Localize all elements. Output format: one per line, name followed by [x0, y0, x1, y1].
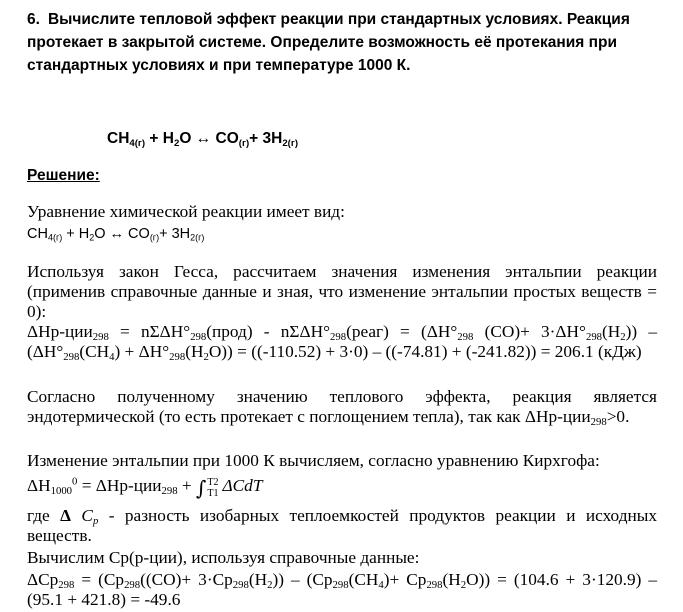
reaction-intro: Уравнение химической реакции имеет вид:: [27, 202, 345, 221]
integral-icon: ∫: [195, 476, 207, 500]
task-statement: [27, 8, 657, 77]
enthalpy-calculation: $\Delta Hр-ции_{298} = n\Sigma\Delta H^\circ_{298}(прод)$ - $n\Sigma\Delta H^\circ_{298}(реаг) = (\Delta H^\circ_{298}$ $(CO)+ 3\cdot\Delta H^\circ_{298}(H_2)) - (\Delta H^\circ_{298}(CH_4) + \Delta H^\circ_{298}(H_2O)) = ((-110.52) + 3\cdot 0) - ((-74.81) + (-241.82)) = 206.1$ (кДж): [27, 322, 658, 363]
cp-intro: Вычислим Ср(р-ции), используя справочные данные:: [27, 548, 420, 567]
equilibrium-arrow-icon: ↔: [109, 226, 125, 242]
reaction-equation: $CH_{4(г)} + H_2O$ ↔ $CO_{(г)}+ 3H_{2(г)}$: [107, 130, 299, 149]
hess-law-paragraph: Используя закон Гесса, рассчитаем значения изменения энтальпии реакции (применив справочные данные и зная, что изменение энтальпии простых веществ = 0):: [27, 262, 657, 321]
kirchhoff-equation: $\Delta H_{1000}^0 = \Delta Hр-ции_{298}$ + ∫ T2 T1 ΔCdT: [27, 475, 263, 500]
endothermic-paragraph: Согласно полученному значению теплового эффекта, реакция является эндотермической (то есть протекает с поглощением тепла), так как ΔHр-ции$_{298}$>0.: [27, 387, 657, 428]
kirchhoff-intro: Изменение энтальпии при 1000 К вычисляем, согласно уравнению Кирхгофа:: [27, 451, 600, 470]
task-number: 6.: [27, 11, 40, 28]
solution-heading: Решение:: [27, 167, 100, 184]
reaction-equation-repeat: $CH_{4(г)} + H_2O$ ↔ $CO_{(г)}+ 3H_{2(г)}$: [27, 226, 205, 243]
cp-calculation: $\Delta Cp_{298} = (Cp_{298}((CO)+ 3\cdot Cp_{298}(H_2)) - (Cp_{298}(CH_4)+ Cp_{298}(H_2O)) = (104.6 + 3\cdot 120.9) - (95.1 + 421.8) = -49.6$: [27, 570, 657, 609]
task-text: Вычислите тепловой эффект реакции при стандартных условиях. Реакция протекает в закрытой системе. Определите возможность её протекания при стандартных условиях и при температуре 1000 К.: [27, 11, 630, 74]
equilibrium-arrow-icon: ↔: [195, 130, 212, 147]
heat-capacity-definition: где Δ $C_p$ - разность изобарных теплоемкостей продуктов реакции и исходных веществ.: [27, 506, 657, 545]
delta-icon: Δ: [60, 506, 71, 525]
